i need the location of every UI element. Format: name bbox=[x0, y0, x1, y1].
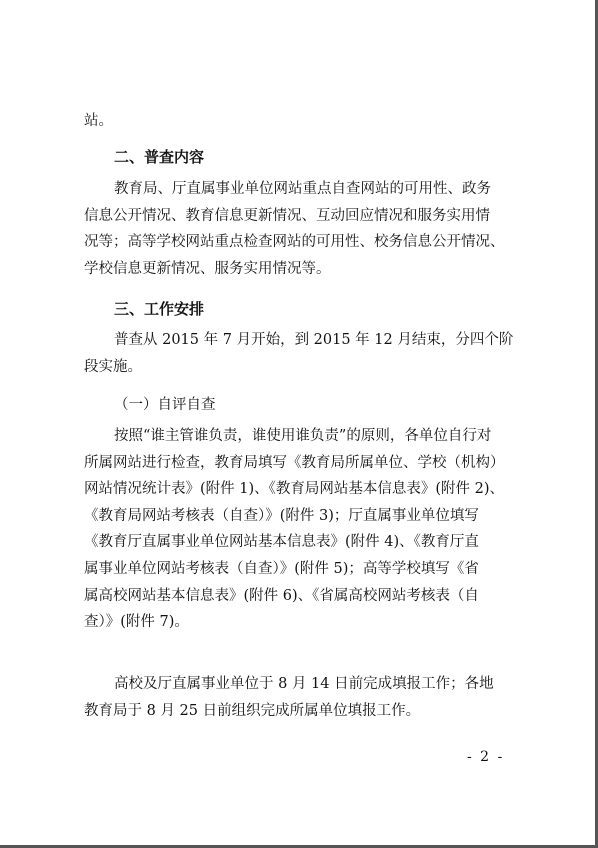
subheading-self-check bbox=[84, 392, 546, 419]
text-line: 按照“谁主管谁负责，谁使用谁负责”的原则，各单位自行对 bbox=[114, 428, 492, 444]
text-line: 信息公开情况、教育信息更新情况、互动回应情况和服务实用情 bbox=[84, 207, 490, 224]
page-number: - 2 - bbox=[467, 749, 505, 765]
paragraph-content bbox=[84, 176, 516, 282]
text-line: 网站情况统计表》(附件 1)、《教育局网站基本信息表》(附件 2)、 bbox=[84, 481, 505, 498]
section-heading: 三、工作安排 bbox=[114, 300, 205, 318]
text-line: 高校及厅直属事业单位于 8 月 14 日前完成填报工作；各地 bbox=[114, 676, 494, 692]
text-line: 《教育局网站考核表（自查）》(附件 3)；厅直属事业单位填写 bbox=[84, 507, 479, 524]
text-line: 站。 bbox=[84, 113, 113, 129]
section-heading-arrangement bbox=[84, 296, 546, 323]
text-line: 《教育厅直属事业单位网站基本信息表》(附件 4)、《教育厅直 bbox=[84, 534, 479, 551]
section-heading-content bbox=[84, 144, 546, 171]
text-line: 普查从 2015 年 7 月开始，到 2015 年 12 月结束，分四个阶 bbox=[114, 332, 514, 348]
text-line: 属事业单位网站考核表（自查）》(附件 5)；高等学校填写《省 bbox=[84, 560, 479, 577]
subheading: （一）自评自查 bbox=[114, 397, 216, 413]
text-line: 段实施。 bbox=[84, 358, 142, 375]
text-line: 属高校网站基本信息表》(附件 6)、《省属高校网站考核表（自 bbox=[84, 587, 479, 604]
paragraph-schedule bbox=[84, 327, 516, 380]
section-heading: 二、普查内容 bbox=[114, 148, 205, 166]
text-line bbox=[84, 108, 516, 135]
text-line: 查）》(附件 7)。 bbox=[84, 614, 189, 631]
paragraph-deadlines bbox=[84, 671, 516, 724]
text-line: 学校信息更新情况、服务实用情况等。 bbox=[84, 260, 331, 277]
paragraph-self-check bbox=[84, 423, 516, 636]
text-line: 所属网站进行检查，教育局填写《教育局所属单位、学校（机构） bbox=[84, 454, 505, 471]
text-line: 教育局于 8 月 25 日前组织完成所属单位填报工作。 bbox=[84, 702, 421, 719]
text-line: 况等；高等学校网站重点检查网站的可用性、校务信息公开情况、 bbox=[84, 234, 505, 251]
text-line: 教育局、厅直属事业单位网站重点自查网站的可用性、政务 bbox=[114, 181, 491, 197]
